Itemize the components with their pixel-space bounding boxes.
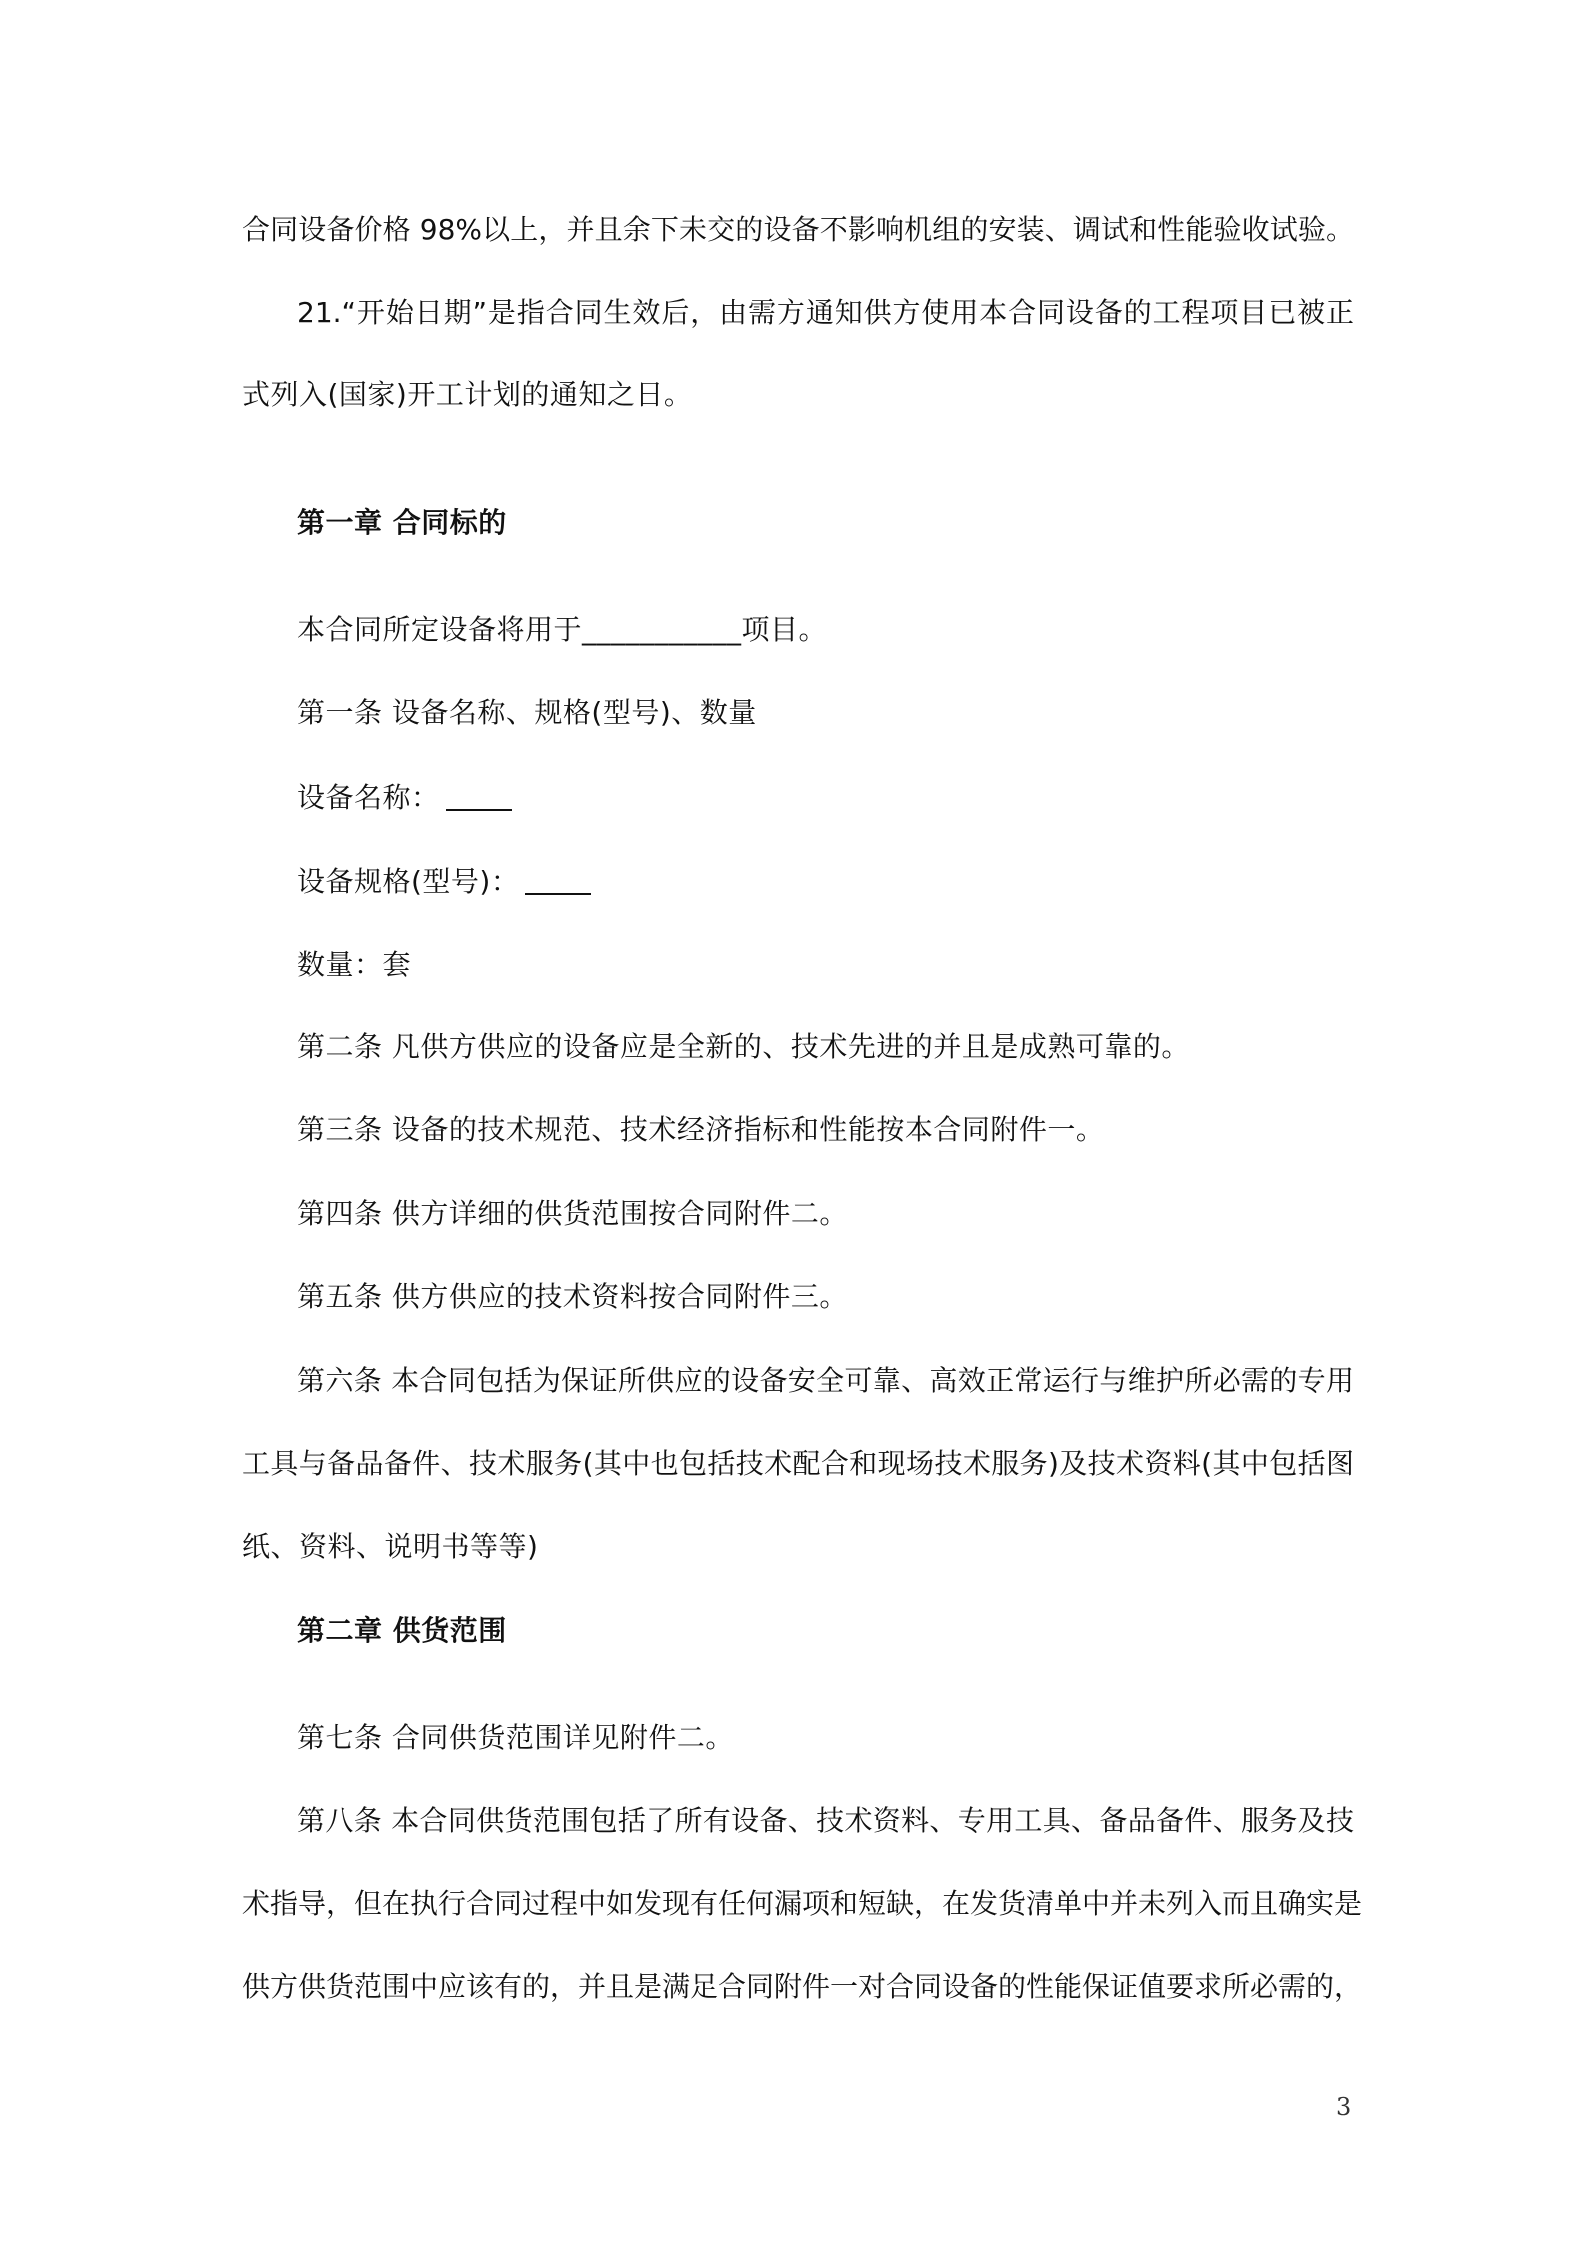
equipment-spec-label: 设备规格(型号)： xyxy=(297,865,520,898)
page-number: 3 xyxy=(1336,2093,1352,2121)
equipment-name-label: 设备名称： xyxy=(297,781,440,814)
equipment-name-line xyxy=(297,778,512,818)
article-4: 第四条 供方详细的供货范围按合同附件二。 xyxy=(297,1197,848,1230)
definition-21-line-1: 21.“开始日期”是指合同生效后，由需方通知供方使用本合同设备的工程项目已被正 xyxy=(297,296,1354,329)
article-5: 第五条 供方供应的技术资料按合同附件三。 xyxy=(297,1280,848,1313)
project-name-blank: ___________ xyxy=(582,613,742,646)
equipment-name-blank xyxy=(446,781,512,811)
chapter-1-heading: 第一章 合同标的 xyxy=(297,506,507,539)
article-1: 第一条 设备名称、规格(型号)、数量 xyxy=(297,696,757,729)
equipment-spec-line xyxy=(297,862,591,902)
definition-21-line-2: 式列入(国家)开工计划的通知之日。 xyxy=(242,378,693,411)
project-use-prefix: 本合同所定设备将用于 xyxy=(297,613,583,646)
project-use-line xyxy=(297,610,827,650)
article-2: 第二条 凡供方供应的设备应是全新的、技术先进的并且是成熟可靠的。 xyxy=(297,1030,1190,1063)
article-6-line-2: 工具与备品备件、技术服务(其中也包括技术配合和现场技术服务)及技术资料(其中包括图 xyxy=(242,1447,1354,1480)
article-8-line-1: 第八条 本合同供货范围包括了所有设备、技术资料、专用工具、备品备件、服务及技 xyxy=(297,1804,1354,1837)
article-8-line-3: 供方供货范围中应该有的，并且是满足合同附件一对合同设备的性能保证值要求所必需的， xyxy=(242,1970,1363,2003)
article-6-line-3: 纸、资料、说明书等等) xyxy=(242,1530,539,1563)
article-8-line-2: 术指导，但在执行合同过程中如发现有任何漏项和短缺，在发货清单中并未列入而且确实是 xyxy=(242,1887,1363,1920)
paragraph-line: 合同设备价格 98%以上，并且余下未交的设备不影响机组的安装、调试和性能验收试验。 xyxy=(242,213,1354,246)
quantity-line: 数量：套 xyxy=(297,948,412,981)
chapter-2-heading: 第二章 供货范围 xyxy=(297,1614,507,1647)
article-3: 第三条 设备的技术规范、技术经济指标和性能按本合同附件一。 xyxy=(297,1113,1105,1146)
project-use-suffix: 项目。 xyxy=(741,613,828,646)
article-7: 第七条 合同供货范围详见附件二。 xyxy=(297,1721,734,1754)
equipment-spec-blank xyxy=(525,865,591,895)
article-6-line-1: 第六条 本合同包括为保证所供应的设备安全可靠、高效正常运行与维护所必需的专用 xyxy=(297,1364,1354,1397)
